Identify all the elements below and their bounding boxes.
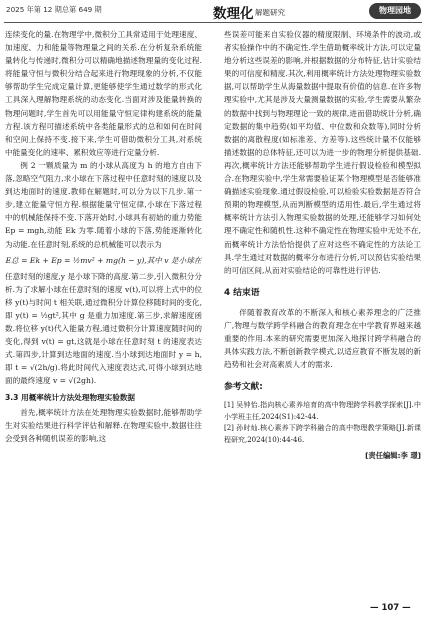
subsection-heading: 3.3 用概率统计方法处理物理实验数据	[5, 392, 136, 402]
right-column	[224, 28, 421, 463]
paragraph: 些误差可能来自实验仪器的精度限制、环境条件的波动,或者实验操作中的不确定性.学生借助概率统计方法,可以定量地分析这些误差的影响,并根据数据的分布特征,估计实验结果的可信度和精度.其次,利用概率统计方法处理物理实验数据,可以帮助学生从海量数据中提取有价值的信息.在许多物理实验中,尤其是涉及大量测量数据的实验,学生需要从繁杂的数据中找到与物理理论一致的规律,进而借助统计分析,确定数据的集中趋势(如平均值、中位数和众数等),同时分析数据的离散程度(如标准差、方差等).这些统计量不仅能够描述数据的总体特征,还可以为进一步的物理分析提供基础.再次,概率统计方法还能够帮助学生进行假设检验和模型拟合.在物理实验中,学生常需要验证某个物理模型是否能够准确描述实验现象.通过假设检验,可以检验实验数据是否符合预期的物理模型,从而判断模型的适用性.最后,学生通过将概率统计方法引入物理实验数据的处理,还能够学习如何处理不确定性和随机性.这种不确定性在物理实验中无处不在,而概率统计方法恰恰提供了应对这些不确定性的方法论工具.学生通过对数据的概率分布进行分析,可以预估实验结果的可信区间,从而对实验结论的可靠性进行评估.	[224, 30, 421, 275]
energy-equation: E总 = Ek + Ep = ½mv² + mg(h − y),其中 v 是小球在	[5, 255, 202, 265]
paragraph: 连续变化的量.在物理学中,微积分工具常适用于处理速度、加速度、力和能量等物理量之间的关系.在分析复杂系统能量转化与传递时,微积分可以精确地描述物理量的变化过程.将能量守恒与微积分结合起来进行物理现象的分析,不仅能够帮助学生完成定量计算,更能够使学生通过数学的形式化工具深入理解物理系统的动态变化.当面对涉及能量转换的物理问题时,学生首先可以用能量守恒定律构建系统的能量方程.该方程可描述系统中各类能量形式的总和如何在时间和空间上保持不变.接下来,学生可借助微积分工具,对系统中能量变化的速率、累积效应等进行定量分析.	[5, 30, 202, 157]
paragraph: 伴随着教育改革的不断深入和核心素养理念的广泛推广,物理与数学跨学科融合的教育理念在中学教育界越来越重要的作用.本来的研究需要更加深入地探讨跨学科融合的具体实践方法,不断创新教学模式,以适应教育不断发展的新趋势和社会对高素质人才的需求.	[224, 307, 421, 370]
column-badge: 物理园地	[369, 3, 421, 19]
issue-info: 2025 年第 12 期总第 649 期	[6, 5, 102, 14]
paragraph: 首先,概率统计方法在处理物理实验数据时,能够帮助学生对实验结果进行科学评估和解释.在物理实验中,数据往往会受到各种随机误差的影响,这	[5, 407, 202, 443]
section-name: 解题研究	[255, 8, 285, 17]
header-divider	[4, 22, 422, 23]
left-column	[5, 28, 202, 445]
references-heading: 参考文献:	[224, 382, 263, 393]
journal-title: 数理化	[213, 6, 254, 22]
page-header	[0, 0, 427, 24]
example-paragraph: 例 2 一颗质量为 m 的小球从高度为 h 的地方自由下落,忽略空气阻力,求小球在下落过程中任意时刻的速度以及到达地面时的速度.教师在解题时,可以分为以下几步.第一步,建立能量守恒方程.根据能量守恒定律,小球在下落过程中的机械能保持不变.下落开始时,小球具有初始的重力势能 Ep = mgh,动能 Ek 为零.随着小球的下落,势能逐渐转化为动能.在任意时刻,系统的总机械能可以表示为	[5, 160, 202, 249]
editor-note: [责任编辑:李 璟]	[365, 451, 421, 461]
page-number: — 107 —	[370, 603, 411, 613]
paragraph: 任意时刻的速度,y 是小球下降的高度.第二步,引入微积分分析.为了求解小球在任意时刻的速度 v(t),可以将上式中的位移 y(t)与时间 t 相关联,通过微积分计算位移随时间的变化,即 y(t) = ½gt²,其中 g 是重力加速度.第三步,求解速度函数.将位移 y(t)代入能量方程,通过微积分计算速度随时间的变化,得到 v(t) = gt,这就是小球在任意时刻 t 的速度表达式.第四步,计算到达地面的速度.当小球到达地面时 y = h,即 t = √(2h/g).将此时间代入速度表达式,可得小球到达地面的最终速度 v = √(2gh).	[5, 271, 202, 386]
reference-item: [2] 孙时灿.核心素养下跨学科融合的高中物理教学策略[J].新课程研究,2024(10):44-46.	[224, 424, 421, 444]
section-heading: 4 结束语	[224, 287, 260, 298]
reference-item: [1] 吴钟怡.指向核心素养培育的高中物理跨学科教学探索[J].中小学班主任,2024(S1):42-44.	[224, 401, 421, 421]
reference-list	[224, 400, 421, 446]
